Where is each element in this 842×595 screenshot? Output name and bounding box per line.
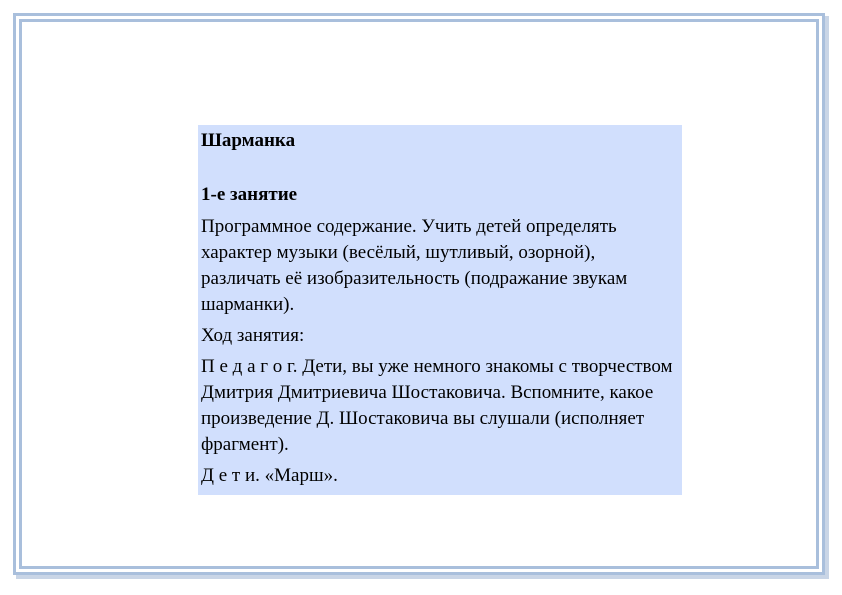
frame-shadow-bottom: [16, 575, 829, 579]
lesson-text-box[interactable]: [198, 125, 682, 495]
document-title: Шарманка: [201, 130, 296, 151]
frame-shadow-right: [825, 16, 829, 578]
blank-line: [201, 154, 678, 182]
teacher-paragraph: [201, 354, 678, 458]
children-paragraph: [201, 463, 678, 489]
lesson-heading: 1-е занятие: [201, 184, 298, 205]
teacher-speaker: П е д а г о г.: [201, 356, 298, 377]
teacher-line: Дети, вы уже немного знакомы с творчеством Дмитрия Дмитриевича Шостаковича. Вспомните, какое произведение Д. Шостаковича вы слушали (исполняет фрагмент).: [201, 356, 673, 455]
program-content-paragraph: Программное содержание. Учить детей определять характер музыки (весёлый, шутливый, озорной), различать её изобразительность (подражание звукам шарманки).: [201, 216, 628, 315]
lesson-flow-label: Ход занятия:: [201, 325, 305, 346]
children-speaker: Д е т и.: [201, 465, 260, 486]
children-line: «Марш».: [259, 465, 338, 486]
